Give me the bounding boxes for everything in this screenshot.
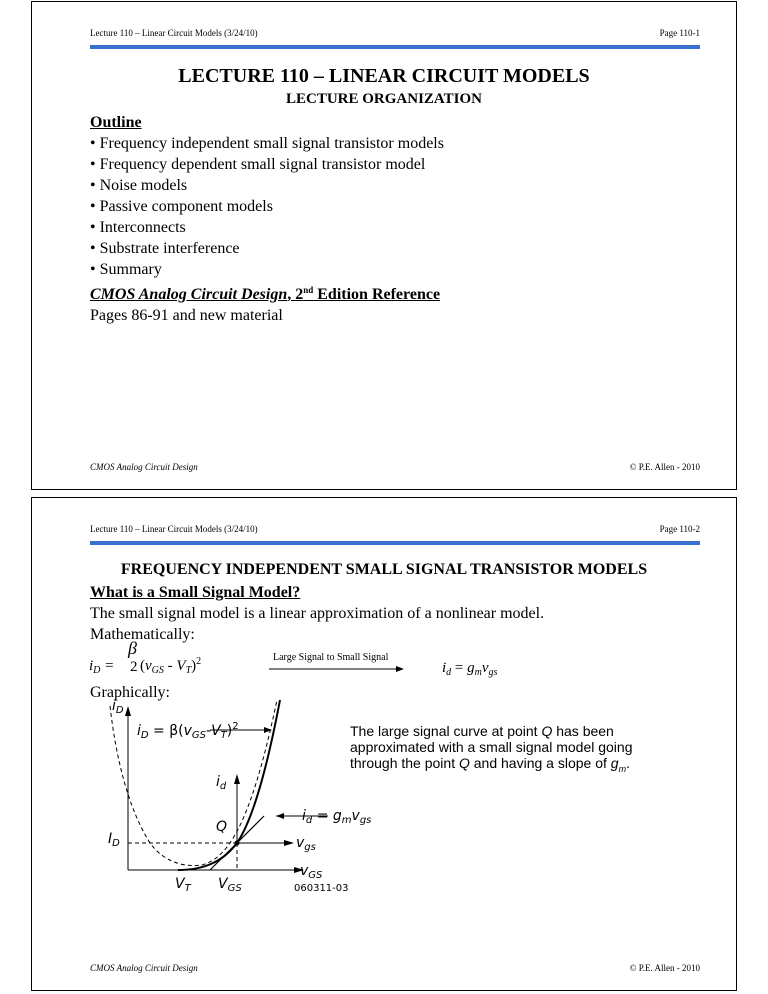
eq-large-rhs: $(v_{GS} - V_T)^2$	[140, 656, 202, 676]
x-axis-label: $v_{GS}$	[300, 863, 323, 881]
eq-two: 2	[130, 659, 138, 675]
math-label: Mathematically:	[90, 626, 195, 643]
q-label: Q	[216, 819, 228, 835]
footer-copyright: © P.E. Allen - 2010	[629, 462, 700, 472]
definition-text: The small signal model is a linear approximation of a nonlinear model.	[90, 605, 545, 622]
slide-2	[31, 497, 737, 991]
id-level-label: $I_D$	[108, 831, 120, 849]
transform-arrowhead	[396, 666, 404, 672]
id-axis-arrowhead	[234, 774, 240, 784]
slide-title: FREQUENCY INDEPENDENT SMALL SIGNAL TRANSISTOR MODELS	[120, 561, 648, 578]
eq-small: $i_d = g_mv_{gs}$	[442, 660, 498, 678]
vgs-axis-arrowhead	[284, 840, 294, 846]
header-rule	[90, 45, 700, 49]
slide-1	[31, 1, 737, 490]
curve-pointer-arrowhead	[264, 727, 272, 733]
y-axis-arrowhead	[125, 706, 131, 716]
q-point	[235, 841, 240, 846]
vt-label: $V_T$	[175, 876, 191, 894]
arrow-label: Large Signal to Small Signal	[273, 652, 389, 663]
outline-item: • Frequency dependent small signal transistor model	[90, 156, 426, 173]
footer-copyright: © P.E. Allen - 2010	[629, 963, 700, 973]
reference-line	[90, 280, 444, 305]
header-page-number: Page 110-1	[659, 28, 700, 38]
header-left: Lecture 110 – Linear Circuit Models (3/24/10)	[90, 28, 258, 38]
id-axis-label: $i_d$	[216, 774, 227, 792]
outline-item: • Frequency independent small signal transistor models	[90, 135, 444, 152]
small-signal-graph	[32, 698, 452, 898]
explanation-line: through the point Q and having a slope of $g_m$.	[350, 755, 630, 774]
outline-block	[90, 112, 444, 326]
outline-item: • Interconnects	[90, 219, 186, 236]
figure-id: 060311-03	[294, 883, 349, 894]
explanation-line: The large signal curve at point Q has been	[350, 723, 614, 739]
question-heading: What is a Small Signal Model?	[90, 584, 301, 601]
outline-item: • Summary	[90, 261, 162, 278]
vgs-point-label: $V_{GS}$	[218, 876, 242, 894]
pages-text: Pages 86-91 and new material	[90, 307, 283, 324]
full-square-law-curve	[110, 700, 277, 866]
tangent-pointer-arrowhead	[276, 813, 284, 819]
reference-edition: , 2nd Edition Reference	[287, 285, 441, 303]
header-page-number: Page 110-2	[659, 524, 700, 534]
outline-item: • Passive component models	[90, 198, 273, 215]
y-axis-label: $i_D$	[112, 698, 124, 716]
graph-label: Graphically:	[90, 684, 170, 701]
eq-large-lhs: $i_D$ =	[89, 658, 115, 676]
vgs-axis-label: $v_{gs}$	[296, 835, 316, 853]
curve-label: $i_D = \beta(v_{GS}-V_T)^2$	[137, 721, 239, 741]
header-left: Lecture 110 – Linear Circuit Models (3/24/10)	[90, 524, 258, 534]
slide-subtitle: LECTURE ORGANIZATION	[285, 91, 482, 107]
footer-left: CMOS Analog Circuit Design	[90, 462, 198, 472]
footer-left: CMOS Analog Circuit Design	[90, 963, 198, 973]
equation-row	[32, 638, 738, 683]
slide-title: LECTURE 110 – LINEAR CIRCUIT MODELS	[178, 65, 590, 87]
header-rule	[90, 541, 700, 545]
intro-block	[90, 582, 544, 645]
outline-item: • Noise models	[90, 177, 188, 194]
outline-item: • Substrate interference	[90, 240, 240, 257]
tangent-label: $i_d = g_mv_{gs}$	[302, 808, 372, 826]
outline-heading: Outline	[90, 114, 142, 131]
reference-book-title: CMOS Analog Circuit Design	[90, 286, 288, 303]
beta-symbol: β	[128, 638, 137, 658]
explanation-line: approximated with a small signal model going	[350, 739, 633, 755]
